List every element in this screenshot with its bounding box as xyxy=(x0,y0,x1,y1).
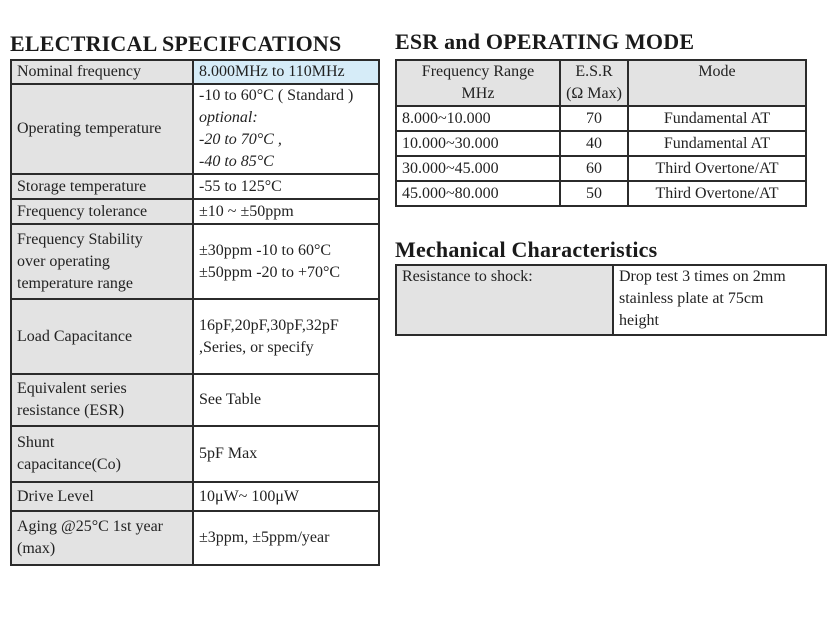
esr-table xyxy=(395,59,807,207)
table-row xyxy=(11,224,379,299)
mechanical-table xyxy=(395,264,827,336)
header-line: E.S.R xyxy=(575,63,613,80)
cell-mode: Fundamental AT xyxy=(628,131,806,156)
cell-esr: 60 xyxy=(560,156,628,181)
value-line: Drop test 3 times on 2mm xyxy=(619,268,786,285)
value-line: 16pF,20pF,30pF,32pF xyxy=(199,316,339,334)
row-value xyxy=(613,265,826,335)
cell-range: 10.000~30.000 xyxy=(396,131,560,156)
table-row xyxy=(396,265,826,335)
row-label xyxy=(11,374,193,426)
table-row xyxy=(11,374,379,426)
table-row xyxy=(396,106,806,131)
header-mode: Mode xyxy=(628,60,806,106)
label-line: over operating xyxy=(17,252,110,270)
label-line: Equivalent series xyxy=(17,380,127,397)
value-line: height xyxy=(619,312,659,329)
header-line: MHz xyxy=(461,85,495,102)
value-line: optional: xyxy=(199,109,258,126)
table-row xyxy=(11,482,379,511)
row-label: Drive Level xyxy=(11,482,193,511)
table-row xyxy=(11,511,379,565)
cell-range: 8.000~10.000 xyxy=(396,106,560,131)
mechanical-heading: Mechanical Characteristics xyxy=(395,237,658,262)
row-value xyxy=(193,224,379,299)
value-line: -20 to 70°C , xyxy=(199,131,282,148)
row-label: Storage temperature xyxy=(11,174,193,199)
electrical-spec-table xyxy=(10,59,380,566)
row-label: Load Capacitance xyxy=(11,299,193,374)
row-value xyxy=(193,84,379,174)
row-label xyxy=(11,224,193,299)
label-line: (max) xyxy=(17,540,56,557)
table-row xyxy=(11,426,379,482)
value-line: ±50ppm -20 to +70°C xyxy=(199,263,341,281)
cell-esr: 40 xyxy=(560,131,628,156)
row-value: 5pF Max xyxy=(193,426,379,482)
label-line: temperature range xyxy=(17,274,133,292)
table-row xyxy=(11,299,379,374)
header-frequency-range xyxy=(396,60,560,106)
table-row xyxy=(396,181,806,206)
row-value: 10μW~ 100μW xyxy=(193,482,379,511)
row-label: Operating temperature xyxy=(11,84,193,174)
label-line: capacitance(Co) xyxy=(17,456,121,473)
table-row xyxy=(11,84,379,174)
table-row xyxy=(11,199,379,224)
value-line: ±30ppm -10 to 60°C xyxy=(199,241,332,259)
row-value: ±10 ~ ±50ppm xyxy=(193,199,379,224)
value-line: -40 to 85°C xyxy=(199,153,274,170)
label-line: Aging @25°C 1st year xyxy=(17,518,164,535)
cell-range: 30.000~45.000 xyxy=(396,156,560,181)
label-line: resistance (ESR) xyxy=(17,402,125,419)
row-value: See Table xyxy=(193,374,379,426)
row-value: 8.000MHz to 110MHz xyxy=(193,60,379,84)
row-label xyxy=(11,426,193,482)
header-esr xyxy=(560,60,628,106)
label-line: Shunt xyxy=(17,434,55,451)
header-line: Frequency Range xyxy=(421,63,535,80)
cell-esr: 70 xyxy=(560,106,628,131)
table-header-row xyxy=(396,60,806,106)
value-line: ,Series, or specify xyxy=(199,338,314,356)
cell-mode: Fundamental AT xyxy=(628,106,806,131)
table-row xyxy=(396,131,806,156)
cell-range: 45.000~80.000 xyxy=(396,181,560,206)
row-value: -55 to 125°C xyxy=(193,174,379,199)
row-label: Resistance to shock: xyxy=(396,265,613,335)
table-row xyxy=(11,60,379,84)
header-line: (Ω Max) xyxy=(566,85,622,102)
cell-mode: Third Overtone/AT xyxy=(628,156,806,181)
row-value xyxy=(193,299,379,374)
value-line: stainless plate at 75cm xyxy=(619,290,764,307)
esr-heading: ESR and OPERATING MODE xyxy=(395,29,695,54)
row-label: Frequency tolerance xyxy=(11,199,193,224)
value-line: -10 to 60°C ( Standard ) xyxy=(199,87,354,104)
electrical-heading: ELECTRICAL SPECIFCATIONS xyxy=(10,31,342,56)
table-row xyxy=(396,156,806,181)
row-label xyxy=(11,511,193,565)
table-row xyxy=(11,174,379,199)
label-line: Frequency Stability xyxy=(17,230,143,248)
row-value: ±3ppm, ±5ppm/year xyxy=(193,511,379,565)
cell-esr: 50 xyxy=(560,181,628,206)
row-label: Nominal frequency xyxy=(11,60,193,84)
cell-mode: Third Overtone/AT xyxy=(628,181,806,206)
